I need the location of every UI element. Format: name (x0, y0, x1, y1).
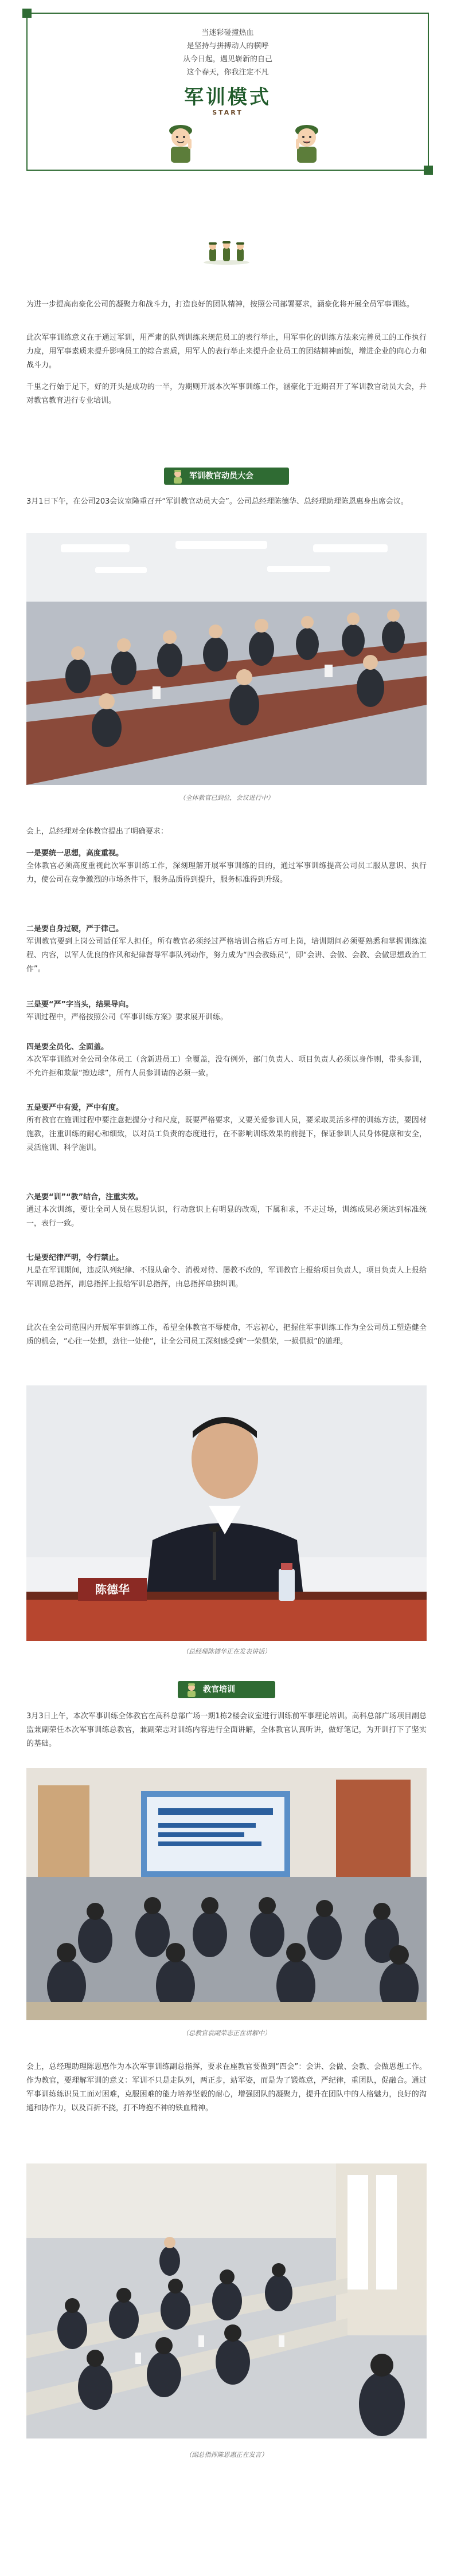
point-title: 一是要统一思想，高度重视。 (26, 849, 124, 858)
point-title: 二是要自身过硬，严于律己。 (26, 925, 124, 933)
point-title: 六是要“训”“教”结合，注重实效。 (26, 1193, 143, 1201)
point-title: 七是要纪律严明，令行禁止。 (26, 1254, 124, 1262)
header-card (26, 13, 429, 171)
point-body: 通过本次训练，要让全司人员在思想认识，行动意识上有明显的改观，下属和求，不走过场，训练成果必须达到标准统一，表行一致。 (26, 1205, 427, 1228)
point-body: 本次军事训练对全公司全体员工（含新进员工）全覆盖，没有例外，部门负责人、项目负责人必须以身作则，带头参训，不允许拒和欺蒙“擦边球”，所有人员参训请的必须一致。 (26, 1055, 427, 1078)
section-banner (178, 1681, 275, 1698)
point-title: 四是要全员化、全面盖。 (26, 1043, 109, 1051)
speaker-photo (26, 1385, 427, 1641)
section-paragraph: 3月1日下午，在公司203会议室隆重召开“军训教官动员大会”。公司总经理陈德华、总经理助理陈恩惠身出席会议。 (26, 497, 408, 506)
meeting-room-photo (26, 533, 427, 785)
point-body: 所有教官在施训过程中要注意把握分寸和尺度，既要严格要求，又要关爱参训人员，要采取灵活多样的训练方法，要因材施教，注重训练的耐心和细致，以对员工负责的态度进行，在不影响训练效果的前提下，保证参训人员身体健康和安全，灵活施训、科学施训。 (26, 1116, 427, 1152)
header-title: 军训模式 (184, 86, 271, 109)
lead-text: 会上，总经理对全体教官提出了明确要求： (26, 827, 169, 836)
section-banner-label: 教官培训 (203, 1685, 235, 1694)
poem-line: 是坚持与拼搏动人的横呼 (186, 42, 269, 50)
marching-soldiers-icon (198, 241, 255, 266)
point-body: 军训过程中，严格按照公司《军事训练方案》要求展开训练。 (26, 1013, 228, 1022)
cartoon-soldier-icon (287, 118, 327, 164)
training-room-photo (26, 1768, 427, 2020)
point-body: 全体教官必须高度重视此次军事训练工作，深刻理解开展军事训练的目的，通过军事训练提高公司员工服从意识、执行力，使公司在竞争激烈的市场条件下，服务品质得到提升，服务标准得到升级。 (26, 862, 427, 884)
section-paragraph: 3月3日上午，本次军事训练全体教官在高科总部广场一期1栋2楼会议室进行训练前军事理论培训。高科总部广场项目副总监兼副荣任本次军事训练总教官，兼副荣志对训练内容进行全面讲解，全体教官认真听讲，做好笔记，为开训打下了坚实的基础。 (26, 1712, 427, 1748)
section-banner-label: 军训教官动员大会 (189, 472, 253, 481)
point-body: 凡是在军训期间，违反队列纪律、不服从命令、消极对待、屡教不改的，军训教官上报给项目负责人，项目负责人上报给军训副总指挥，副总指挥上报给军训总指挥，由总指挥单独纠训。 (26, 1266, 427, 1289)
photo-caption: （总教官袁副荣志正在讲解中） (182, 2029, 271, 2037)
intro-paragraph: 此次军事训练意义在于通过军训，用严肃的队列训练来规范员工的表行举止，用军事化的训练方法来完善员工的工作执行力度，用军事素质来提升影响员工的综合素质，用军人的表行举止来提升企业员工的团结精神面貌，增进企业的向心力和战斗力。 (26, 333, 427, 370)
point-title: 三是要“严”字当头，结果导向。 (26, 1000, 134, 1009)
section-banner (164, 468, 289, 485)
intro-paragraph: 为进一步提高南豪化公司的凝聚力和战斗力，打造良好的团队精神，按照公司部署要求，涵豪化将开展全员军事训练。 (26, 300, 415, 309)
photo-caption: （副总指挥陈恩惠正在发言） (185, 2451, 268, 2459)
poem-line: 当迷彩碰撞热血 (201, 29, 254, 37)
cartoon-soldier-icon (161, 118, 201, 164)
photo-caption: （全体教官已到位，会议进行中） (179, 794, 274, 802)
point-title: 五是要严中有爱，严中有度。 (26, 1104, 124, 1112)
photo-caption: （总经理陈德华正在发表讲话） (182, 1648, 271, 1655)
intro-paragraph: 千里之行始于足下，好的开头是成功的一半，为期则开展本次军事训练工作，涵豪化于近期召开了军训教官动员大会，并对教官教育进行专业培训。 (26, 383, 427, 405)
soldier-icon (170, 468, 186, 484)
header-subtitle: START (212, 109, 243, 116)
closing-paragraph: 此次在全公司范围内开展军事训练工作，希望全体教官不辱使命，不忘初心，把握住军事训练工作为全公司员工塑造健全质的机会，“心往一处想，劲往一处使”，让全公司员工深刻感受到“一荣俱荣，一损俱损”的道理。 (26, 1324, 427, 1346)
speaker-nameplate: 陈德华 (95, 1582, 130, 1596)
soldier-icon (183, 1682, 200, 1698)
speaker-illustration (26, 1385, 427, 1641)
header-poem (28, 26, 428, 79)
poem-line: 从今日起，遇见崭新的自己 (182, 55, 272, 64)
corner-decoration (22, 9, 32, 18)
classroom-photo (26, 2163, 427, 2438)
corner-decoration (424, 166, 433, 175)
section-paragraph: 会上，总经理助理陈恩惠作为本次军事训练副总指挥，要求在座教官要做到“四会”：会讲、会做、会教、会做思想工作。作为教官，要理解军训的意义：军训不只是走队列，两正步，站军姿，而是为了锻炼意，严纪律，重团队，促融合。通过军事训练练识员工面对困难，克服困难的能力培养坚毅的耐心，增强团队的凝聚力，提升在团队中的人格魅力，良好的沟通和协作力，以及百折不挠，打不垮抱不神的铁血精神。 (26, 2063, 427, 2112)
poem-line: 这个春天，你我注定不凡 (186, 68, 269, 77)
point-body: 军训教官要到上岗公司适任军人担任。所有教官必须经过严格培训合格后方可上岗，培训期间必须要熟悉和掌握训练流程、内容，以军人优良的作风和纪律督导军事队列动作，努力成为“四会教练员”，即“会讲、会做、会教、会做思想政治工作”。 (26, 937, 427, 973)
